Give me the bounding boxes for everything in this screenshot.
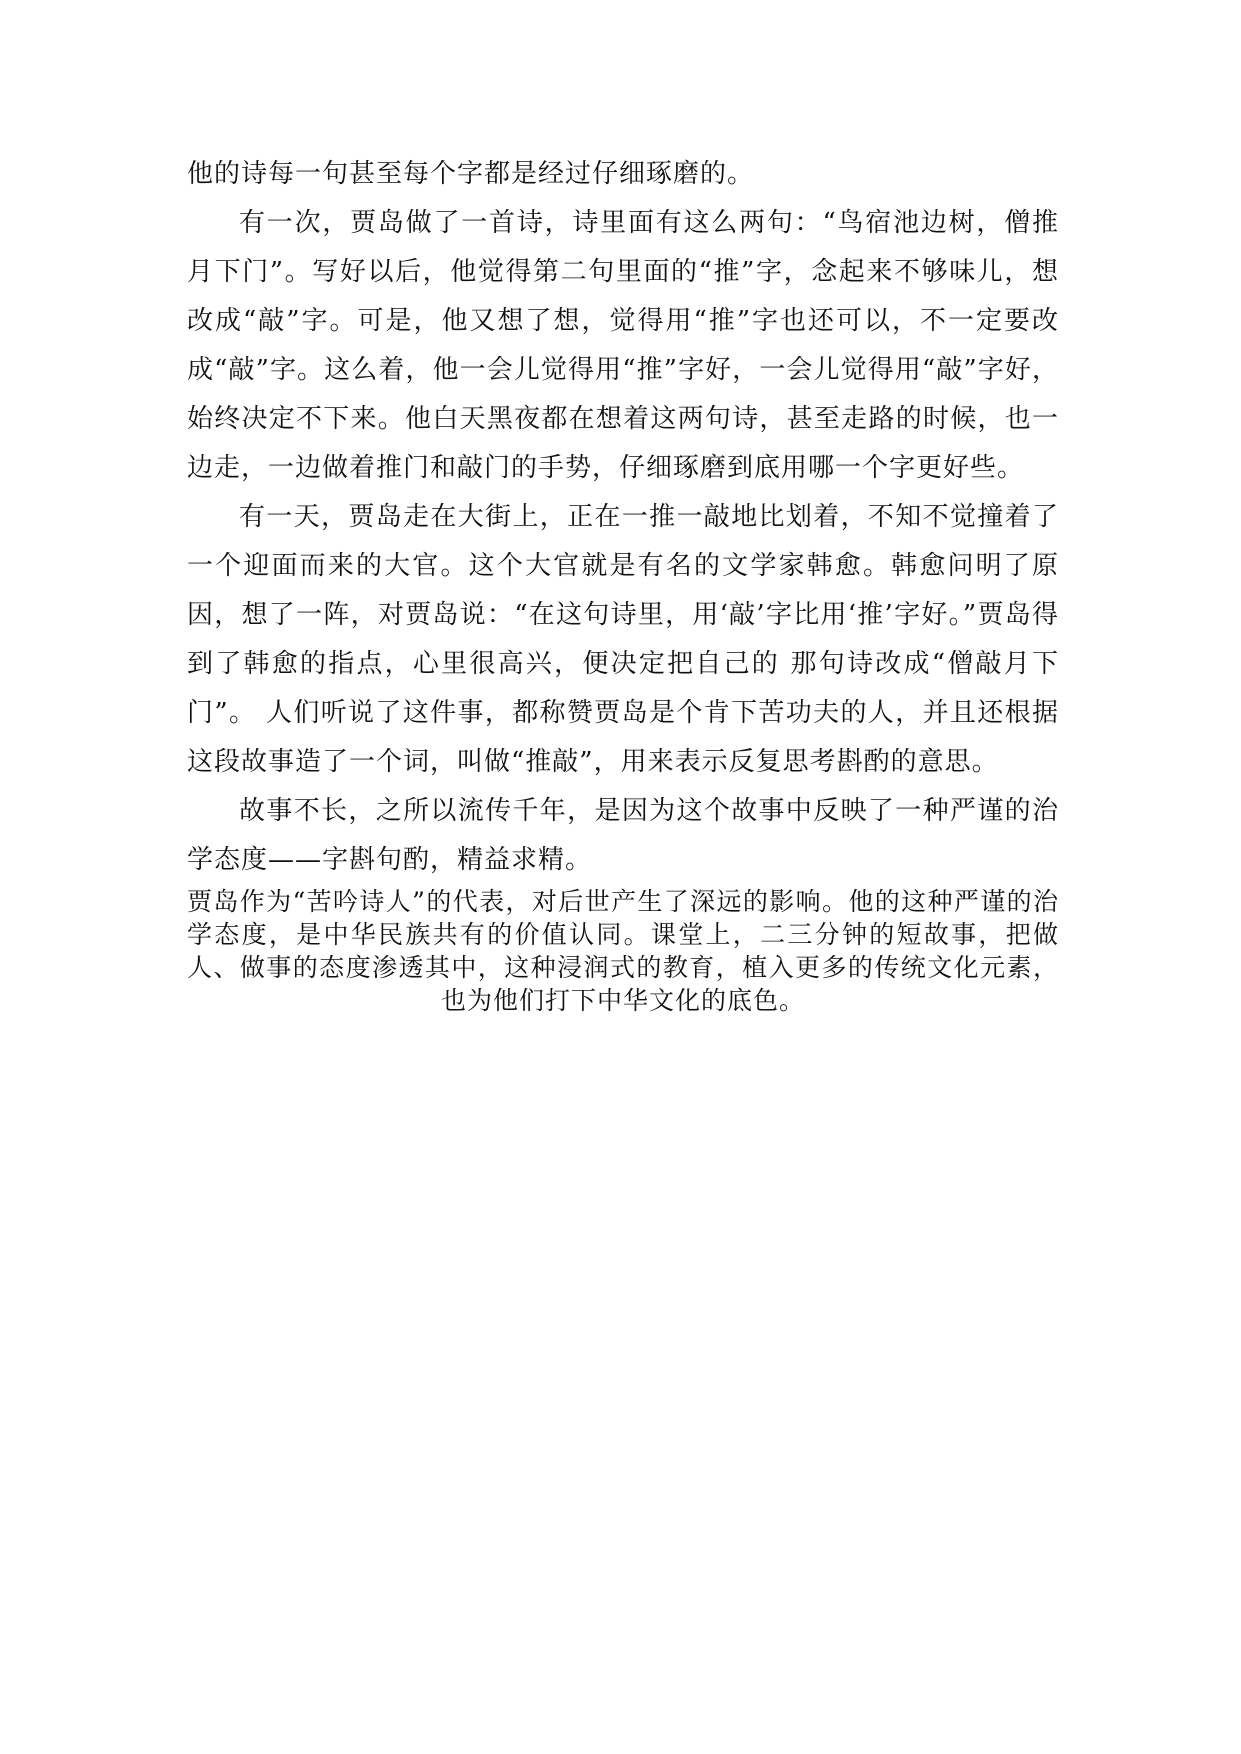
paragraph-continuation: 他的诗每一句甚至每个字都是经过仔细琢磨的。 — [187, 159, 755, 189]
document-body — [187, 150, 1059, 1017]
paragraph-meeting-han-yu: 有一天，贾岛走在大街上，正在一推一敲地比划着，不知不觉撞着了一个迎面而来的大官。这个大官就是有名的文学家韩愈。韩愈问明了原因，想了一阵，对贾岛说：“在这句诗里，用‘敲’字比用‘推’字好。”贾岛得到了韩愈的指点，心里很高兴，便决定把自己的 那句诗改成“僧敲月下门”。 人们听说了这件事，都称赞贾岛是个肯下苦功夫的人，并且还根据这段故事造了一个词，叫做“推敲”，用来表示反复思考斟酌的意思。 — [187, 502, 1059, 777]
paragraph-story-meaning: 故事不长，之所以流传千年，是因为这个故事中反映了一种严谨的治学态度——字斟句酌，精益求精。 — [187, 796, 1059, 875]
paragraph-push-knock-dilemma: 有一次，贾岛做了一首诗，诗里面有这么两句：“鸟宿池边树，僧推月下门”。写好以后，他觉得第二句里面的“推”字，念起来不够味儿，想改成“敲”字。可是，他又想了想，觉得用“推”字也还可以，不一定要改成“敲”字。这么着，他一会儿觉得用“推”字好，一会儿觉得用“敲”字好，始终决定不下来。他白天黑夜都在想着这两句诗，甚至走路的时候，也一边走，一边做着推门和敲门的手势，仔细琢磨到底用哪一个字更好些。 — [187, 208, 1059, 483]
summary-paragraph: 贾岛作为“苦吟诗人”的代表，对后世产生了深远的影响。他的这种严谨的治学态度，是中华民族共有的价值认同。课堂上，二三分钟的短故事，把做人、做事的态度渗透其中，这种浸润式的教育，植入更多的传统文化元素，也为他们打下中华文化的底色。 — [187, 887, 1059, 1015]
